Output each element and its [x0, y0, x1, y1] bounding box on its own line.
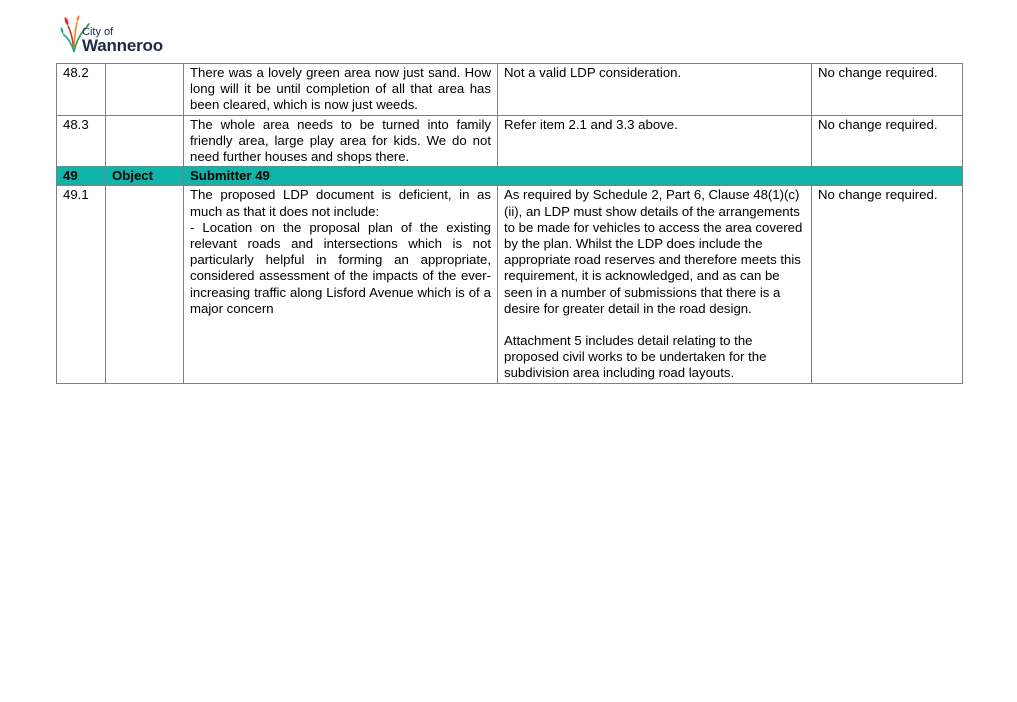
submissions-table: [56, 63, 963, 384]
table-row: [57, 115, 963, 167]
response-text: [498, 186, 812, 383]
item-id: 49.1: [57, 186, 106, 383]
submission-line-2: - Location on the proposal plan of the existing relevant roads and intersections which is not particularly helpful in forming an appropriate, considered assessment of the impacts of the ever-increasing traffic along Lisford Avenue which is of a major concern: [190, 219, 491, 316]
paragraph-gap: [504, 317, 805, 333]
table-row: [57, 64, 963, 116]
outcome-text: No change required.: [812, 64, 963, 116]
submitter-id: 49: [57, 167, 106, 186]
table-row: [57, 186, 963, 383]
item-id: 48.3: [57, 115, 106, 167]
outcome-text: No change required.: [812, 186, 963, 383]
item-type: [106, 186, 184, 383]
submission-text: The whole area needs to be turned into family friendly area, large play area for kids. We do not need further houses and shops there.: [184, 115, 498, 167]
submission-text: There was a lovely green area now just sand. How long will it be until completion of all that area has been cleared, which is now just weeds.: [184, 64, 498, 116]
response-paragraph-1: As required by Schedule 2, Part 6, Clause 48(1)(c)(ii), an LDP must show details of the arrangements to be made for vehicles to access the area covered by the plan. Whilst the LDP does include the appropriate road reserves and therefore meets this requirement, it is acknowledged, and as can be seen in a number of submissions that there is a desire for greater detail in the road design.: [504, 187, 803, 316]
submission-line-1: The proposed LDP document is deficient, in as much as that it does not include:: [190, 187, 491, 219]
submitter-title: Submitter 49: [184, 167, 963, 186]
response-text: Not a valid LDP consideration.: [498, 64, 812, 116]
city-logo: [60, 14, 180, 56]
submission-text: [184, 186, 498, 383]
item-type: [106, 64, 184, 116]
response-paragraph-2: Attachment 5 includes detail relating to the proposed civil works to be undertaken for the subdivision area including road layouts.: [504, 333, 767, 381]
logo-city-of: City of: [82, 26, 114, 38]
outcome-text: No change required.: [812, 115, 963, 167]
logo-wanneroo: Wanneroo: [82, 36, 163, 55]
submitter-type: Object: [106, 167, 184, 186]
item-id: 48.2: [57, 64, 106, 116]
item-type: [106, 115, 184, 167]
response-text: Refer item 2.1 and 3.3 above.: [498, 115, 812, 167]
submitter-header-row: [57, 167, 963, 186]
